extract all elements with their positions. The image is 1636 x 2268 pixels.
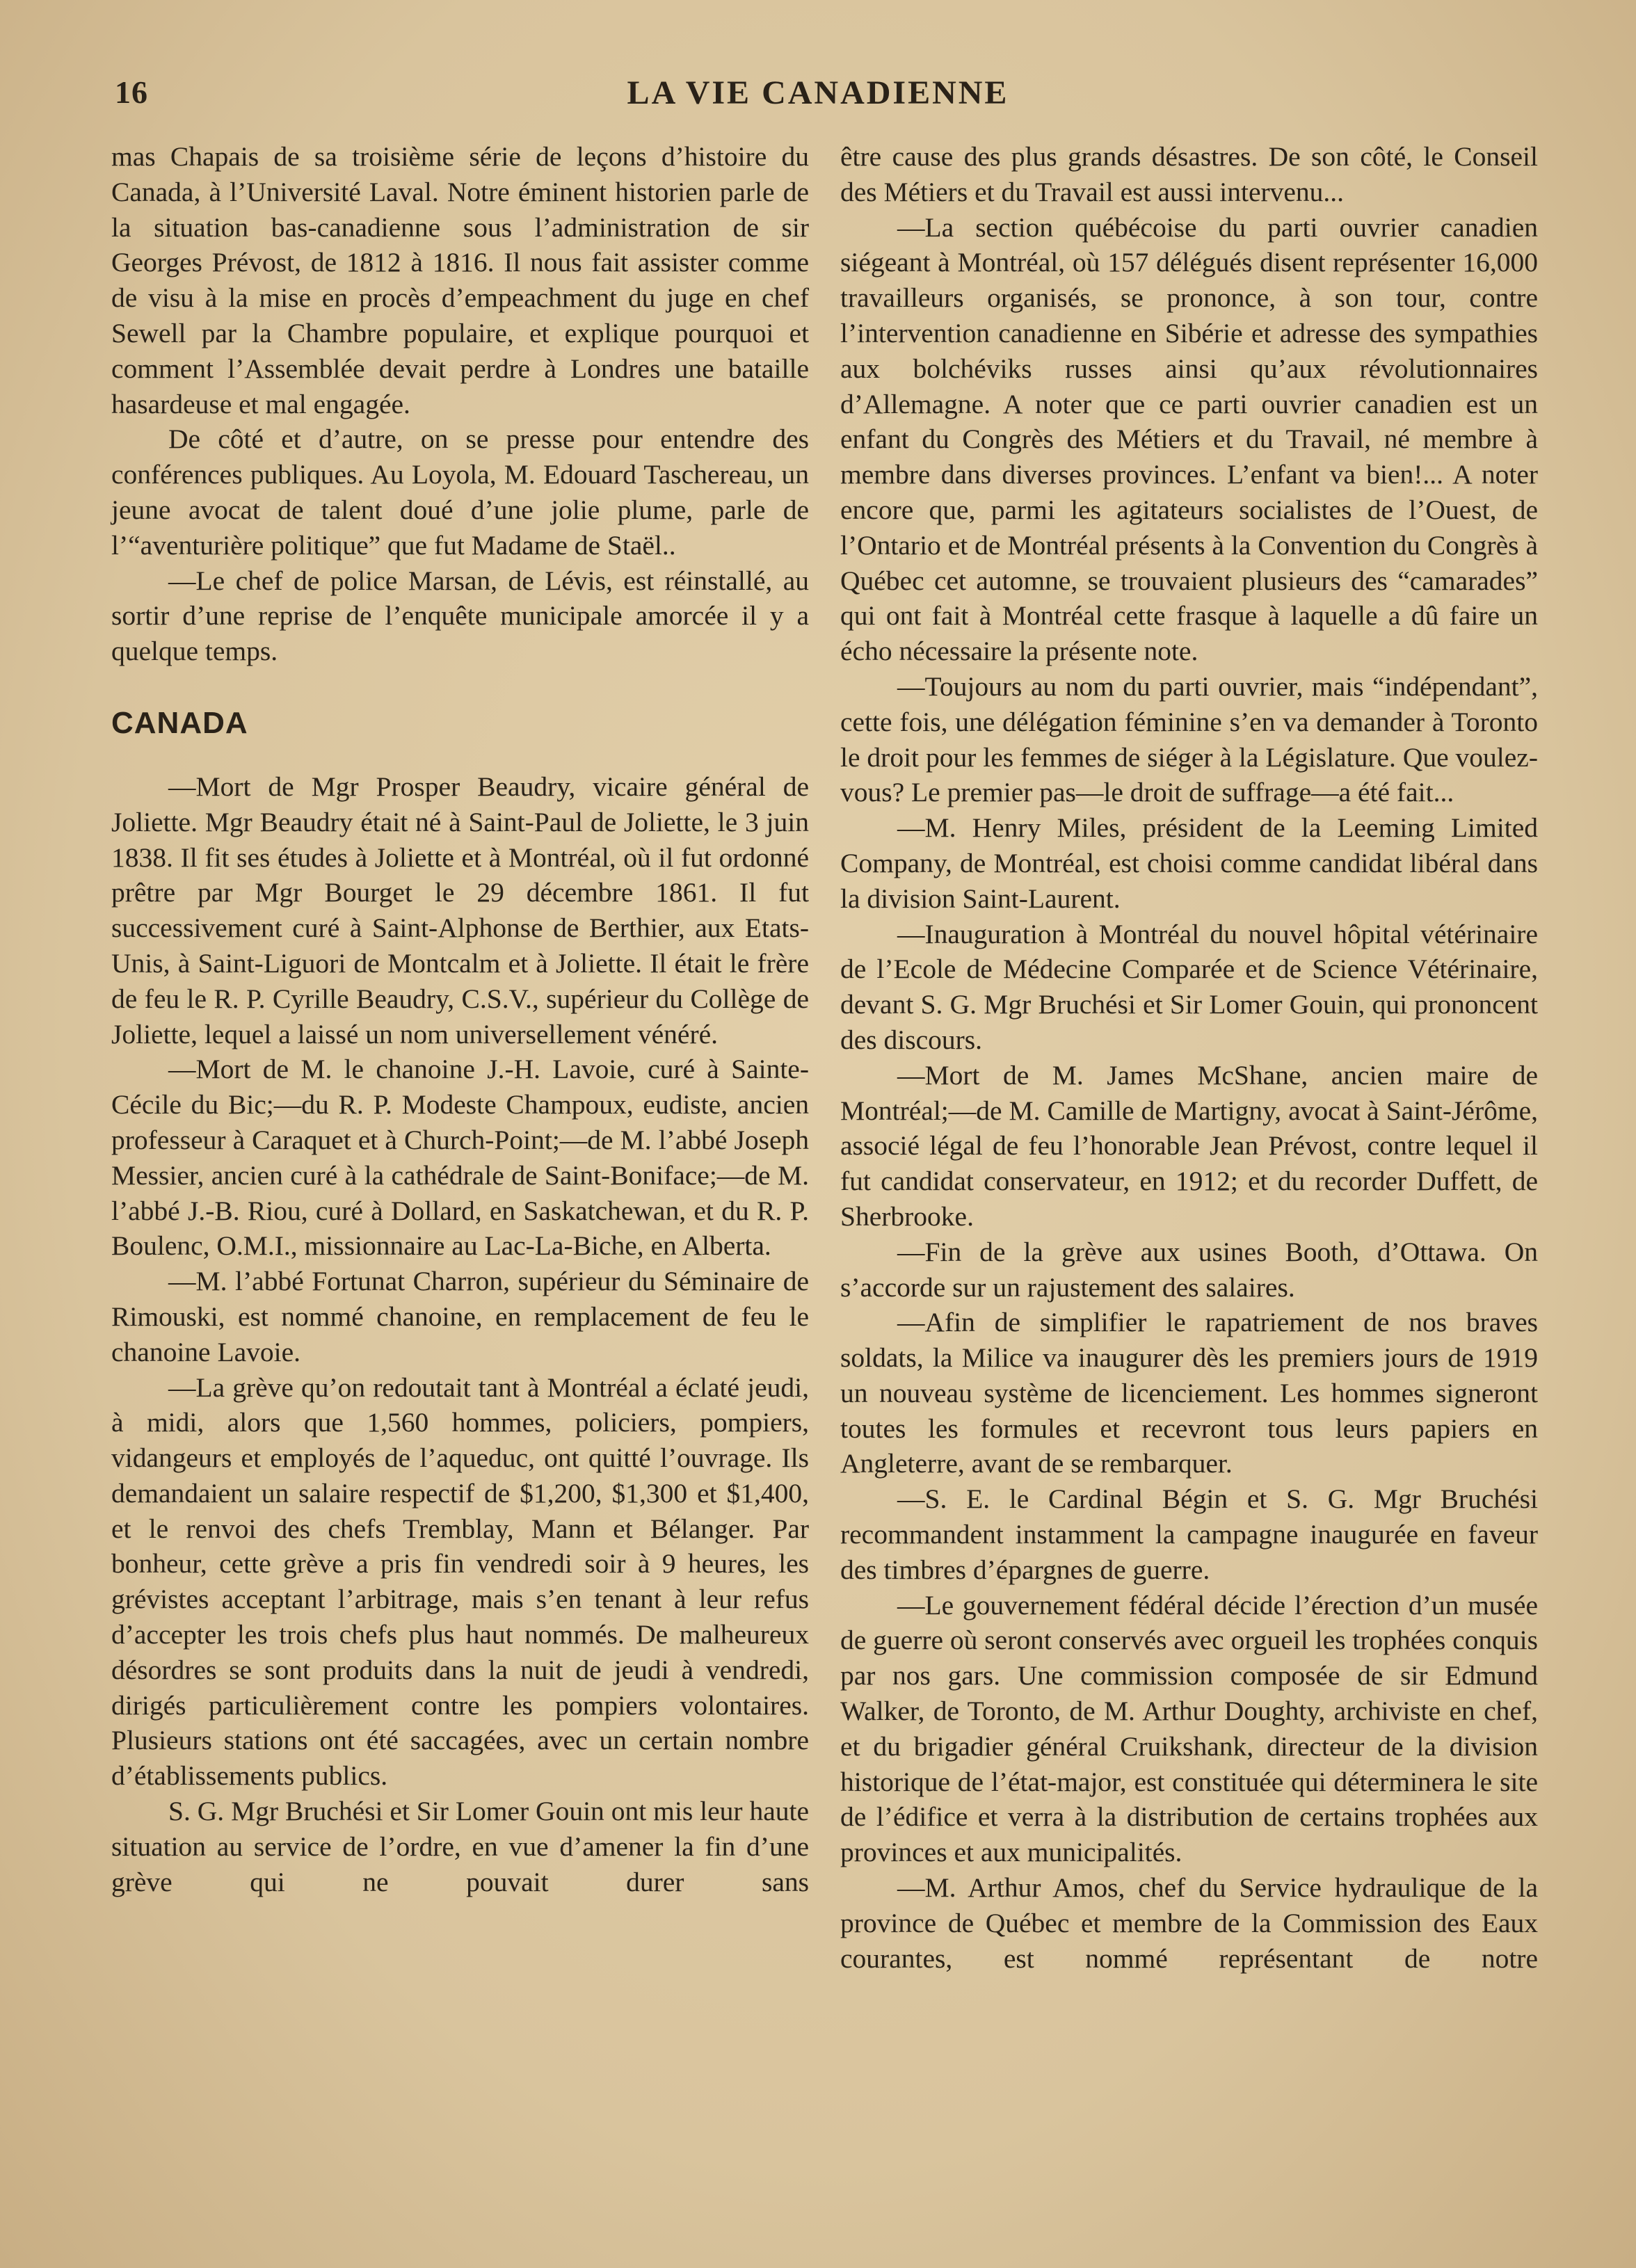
section-heading: CANADA <box>111 705 248 740</box>
paragraph: —Fin de la grève aux usines Booth, d’Ottawa. On s’accorde sur un rajustement des salaires. <box>840 1236 1538 1303</box>
paragraph: S. G. Mgr Bruchési et Sir Lomer Gouin ont mis leur haute situation au service de l’ordre, en vue d’amener la fin d’une grève qui ne pouvait durer sans <box>111 1796 809 1897</box>
paragraph: —Le gouvernement fédéral décide l’érection d’un musée de guerre où seront conservés avec orgueil les trophées conquis par nos gars. Une commission composée de sir Edmund Walker, de Toronto, de M. Arthur Doughty, archiviste en chef, et du brigadier général Cruikshank, directeur de la division historique de l’état-major, est constituée qui déterminera le site de l’édifice et verra à la distribution de certains trophées aux provinces et aux municipalités. <box>840 1589 1538 1868</box>
paragraph: —Toujours au nom du parti ouvrier, mais “indépendant”, cette fois, une délégation féminine s’en va demander à Toronto le droit pour les femmes de siéger à la Législature. Que voulez-vous? Le premier pas—le droit de suffrage—a été fait... <box>840 670 1538 808</box>
page-header <box>0 70 1636 118</box>
paragraph: —La grève qu’on redoutait tant à Montréal a éclaté jeudi, à midi, alors que 1,560 hommes, policiers, pompiers, vidangeurs et employés de l’aqueduc, ont quitté l’ouvrage. Ils demandaient un salaire respectif de $1,200, $1,300 et $1,400, et le renvoi des chefs Tremblay, Mann et Bélanger. Par bonheur, cette grève a pris fin vendredi soir à 9 heures, les grévistes acceptant l’arbitrage, mais s’en tenant à leur refus d’accepter les trois chefs plus haut nommés. De malheureux désordres se sont produits dans la nuit de jeudi à vendredi, dirigés particulièrement contre les pompiers volontaires. Plusieurs stations ont été saccagées, avec un certain nombre d’établissements publics. <box>111 1372 809 1792</box>
paragraph: —M. l’abbé Fortunat Charron, supérieur du Séminaire de Rimouski, est nommé chanoine, en remplacement de feu le chanoine Lavoie. <box>111 1266 809 1367</box>
left-column <box>111 139 809 1899</box>
paragraph: —S. E. le Cardinal Bégin et S. G. Mgr Bruchési recommandent instamment la campagne inaugurée en faveur des timbres d’épargnes de guerre. <box>840 1483 1538 1585</box>
paragraph: mas Chapais de sa troisième série de leçons d’histoire du Canada, à l’Université Laval. Notre éminent historien parle de la situation bas-canadienne sous l’administration de sir Georges Prévost, de 1812 à 1816. Il nous fait assister comme de visu à la mise en procès d’empeachment du juge en chef Sewell par la Chambre populaire, et explique pourquoi et comment l’Assemblée devait perdre à Londres une bataille hasardeuse et mal engagée. <box>111 141 809 419</box>
paragraph: —Mort de Mgr Prosper Beaudry, vicaire général de Joliette. Mgr Beaudry était né à Saint-Paul de Joliette, le 3 juin 1838. Il fit ses études à Joliette et à Montréal, où il fut ordonné prêtre par Mgr Bourget le 29 décembre 1861. Il fut successivement curé à Saint-Alphonse de Berthier, aux Etats-Unis, à Saint-Liguori de Montcalm et à Joliette. Il était le frère de feu le R. P. Cyrille Beaudry, C.S.V., supérieur du Collège de Joliette, lequel a laissé un nom universellement vénéré. <box>111 771 809 1049</box>
paragraph: —M. Arthur Amos, chef du Service hydraulique de la province de Québec et membre de la Commission des Eaux courantes, est nommé représentant de notre <box>840 1872 1538 1974</box>
right-column <box>840 139 1538 1976</box>
paragraph: De côté et d’autre, on se presse pour entendre des conférences publiques. Au Loyola, M. Edouard Taschereau, un jeune avocat de talent doué d’une jolie plume, parle de l’“aventurière politique” que fut Madame de Staël.. <box>111 424 809 561</box>
paragraph: —Le chef de police Marsan, de Lévis, est réinstallé, au sortir d’une reprise de l’enquête municipale amorcée il y a quelque temps. <box>111 565 809 667</box>
paragraph: —La section québécoise du parti ouvrier canadien siégeant à Montréal, où 157 délégués disent représenter 16,000 travailleurs organisés, se prononce, à son tour, contre l’intervention canadienne en Sibérie et adresse des sympathies aux bolchéviks russes ainsi qu’aux révolutionnaires d’Allemagne. A noter que ce parti ouvrier canadien est un enfant du Congrès des Métiers et du Travail, né membre à membre dans diverses provinces. L’enfant va bien!... A noter encore que, parmi les agitateurs socialistes de l’Ouest, de l’Ontario et de Montréal présents à la Convention du Congrès à Québec cet automne, se trouvaient plusieurs des “camarades” qui ont fait à Montréal cette frasque à laquelle a dû faire un écho nécessaire la présente note. <box>840 211 1538 667</box>
paragraph: —Afin de simplifier le rapatriement de nos braves soldats, la Milice va inaugurer dès les premiers jours de 1919 un nouveau système de licenciement. Les hommes signeront toutes les formules et recevront tous leurs papiers en Angleterre, avant de se rembarquer. <box>840 1307 1538 1479</box>
paragraph: —Inauguration à Montréal du nouvel hôpital vétérinaire de l’Ecole de Médecine Comparée et de Science Vétérinaire, devant S. G. Mgr Bruchési et Sir Lomer Gouin, qui prononcent des discours. <box>840 918 1538 1055</box>
page-number: 16 <box>115 74 148 110</box>
paragraph: —Mort de M. le chanoine J.-H. Lavoie, curé à Sainte-Cécile du Bic;—du R. P. Modeste Champoux, eudiste, ancien professeur à Caraquet et à Church-Point;—de M. l’abbé Joseph Messier, ancien curé à la cathédrale de Saint-Boniface;—de M. l’abbé J.-B. Riou, curé à Dollard, en Saskatchewan, et du R. P. Boulenc, O.M.I., missionnaire au Lac-La-Biche, en Alberta. <box>111 1054 809 1262</box>
paragraph: —M. Henry Miles, président de la Leeming Limited Company, de Montréal, est choisi comme candidat libéral dans la division Saint-Laurent. <box>840 812 1538 914</box>
paragraph: être cause des plus grands désastres. De son côté, le Conseil des Métiers et du Travail est aussi intervenu... <box>840 141 1538 207</box>
paragraph: —Mort de M. James McShane, ancien maire de Montréal;—de M. Camille de Martigny, avocat à Saint-Jérôme, associé légal de feu l’honorable Jean Prévost, contre lequel il fut candidat conservateur, en 1912; et du recorder Duffett, de Sherbrooke. <box>840 1059 1538 1232</box>
running-title: LA VIE CANADIENNE <box>627 74 1009 111</box>
